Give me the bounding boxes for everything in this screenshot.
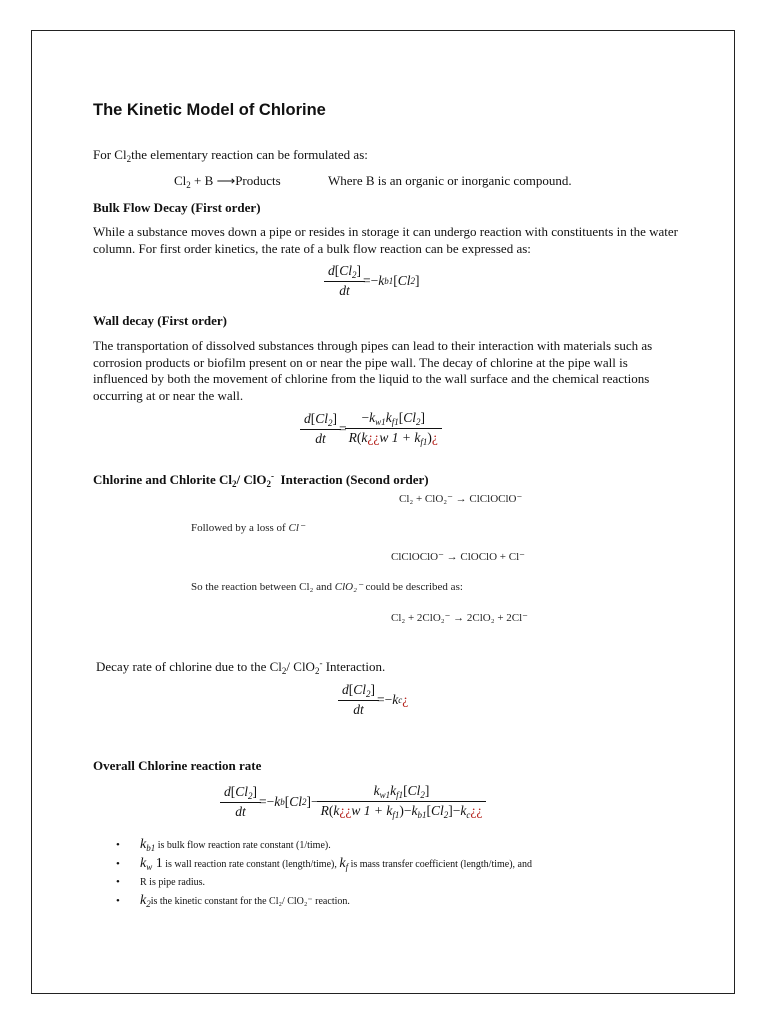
bulk-equation: $\frac{d[Cl_2]}{dt}$ = − k b1 [ Cl 2 ]: [326, 263, 420, 299]
o-k4: k: [333, 803, 340, 818]
img-eq1: Cl₂ + ClO₂⁻ → ClClOClO⁻: [399, 493, 523, 505]
w-f1: f1: [391, 417, 399, 427]
o-b: b: [280, 796, 285, 807]
d-red: ¿: [402, 692, 409, 707]
w-minus: −: [361, 410, 370, 425]
w-cl: Cl: [315, 410, 329, 426]
eq-cl: Cl: [339, 263, 353, 278]
eq-b1: b1: [384, 276, 394, 286]
wall-rhs-fraction: $\frac{-k_{w1}k_{f1}[Cl_2]}{R(k¿¿w 1 + k_{f1})¿}$: [347, 410, 440, 447]
overall-heading: Overall Chlorine reaction rate: [93, 758, 262, 773]
img-eq2: ClClOClO⁻ → ClOClO + Cl⁻: [391, 551, 525, 563]
decay-b: / ClO: [286, 659, 315, 674]
o-cl: Cl: [235, 783, 249, 799]
o-red: ¿¿: [339, 803, 352, 818]
bullet-sub: 2: [146, 898, 151, 909]
o-cl4: Cl: [431, 803, 444, 818]
img-clo2: ClO₂⁻: [334, 581, 363, 593]
ch-sub: 2: [232, 479, 237, 489]
ch-c: Interaction (Second order): [274, 472, 429, 487]
o-d: d: [224, 783, 231, 799]
w-sub2b: 2: [415, 417, 421, 427]
bulk-heading: Bulk Flow Decay (First order): [93, 200, 261, 215]
reaction-products: Products: [235, 173, 281, 188]
decay-c: Interaction.: [322, 659, 386, 674]
bullet-sub2: f: [345, 861, 349, 872]
o-sub2: 2: [248, 790, 253, 801]
ov-lhs-fraction: $\frac{d[Cl_2]}{dt}$: [222, 784, 259, 820]
d-dt: dt: [338, 700, 379, 718]
d-c: c: [398, 695, 403, 705]
o-minus2: −: [311, 793, 319, 809]
img-so-end: could be described as:: [365, 581, 463, 593]
w-cl2: Cl: [403, 410, 416, 425]
w-k2: k: [385, 410, 392, 425]
eq-cl-2: Cl: [397, 273, 411, 288]
reaction-line: [174, 173, 281, 194]
w-k4: k: [414, 430, 421, 445]
ov-rhs-fraction: $\frac{k_{w1}k_{f1}[Cl_2]}{R(k¿¿w 1 + k_{f1})-k_{b1}[Cl_2]-k_c¿¿}$: [319, 783, 485, 820]
list-item: [118, 873, 708, 892]
bullet-sym: k: [140, 855, 147, 871]
bulk-text: While a substance moves down a pipe or resides in storage it can undergo reaction with constituents in the water column. For first order kinetics, the rate of a bulk flow reaction can be expressed as:: [93, 224, 678, 256]
o-red2: ¿¿: [470, 803, 483, 818]
o-w1plus: w 1 +: [351, 803, 387, 818]
eq-sub2-2: 2: [410, 276, 416, 286]
wall-heading: Wall decay (First order): [93, 313, 227, 328]
bulk-fraction: $\frac{d[Cl_2]}{dt}$: [326, 263, 363, 299]
overall-equation: $\frac{d[Cl_2]}{dt}$ = − k b [ Cl 2 ] − $\frac{k_{w1}k_{f1}[Cl_2]}{R(k¿¿w 1 + k_{f1})-k_{b1}[Cl_2]-k_c¿¿}$: [222, 783, 484, 820]
intro-line: [93, 147, 368, 168]
decay-line: [96, 655, 385, 680]
bullet-sub: w: [146, 861, 153, 872]
reaction-arrow: ⟶: [216, 173, 236, 188]
decay-sub: 2: [281, 666, 287, 676]
eq-k: k: [378, 273, 385, 288]
intro-sub: 2: [126, 154, 132, 164]
bullet-mid: 1: [152, 855, 163, 871]
ch-sup: -: [271, 471, 275, 481]
o-sub2b: 2: [302, 796, 307, 807]
o-c: c: [466, 810, 471, 820]
w-w1: w1: [375, 417, 386, 427]
ch-a: Chlorine and Chlorite Cl: [93, 472, 233, 487]
eq-d: d: [328, 263, 335, 278]
definitions-list: [118, 836, 708, 910]
bullet-text: is bulk flow reaction rate constant (1/time).: [155, 840, 331, 852]
d-d: d: [342, 682, 349, 697]
intro-suffix: the elementary reaction can be formulated as:: [131, 147, 368, 162]
eq-dt: dt: [324, 281, 365, 299]
wall-equation: [302, 410, 440, 447]
wall-text: The transportation of dissolved substances through pipes can lead to their interaction with materials such as corrosion products or biofilm present on or near the pipe wall. The decay of chlorine at the pipe wall is influenced by both the movement of chlorine from the liquid to the wall surface and the chemical reactions occurring at or near the wall.: [93, 338, 653, 403]
img-so-text: So the reaction between Cl₂ and: [191, 581, 332, 593]
o-cl3: Cl: [407, 783, 421, 798]
bullet-text: • R is pipe radius.: [140, 876, 205, 888]
w-f1b: f1: [420, 437, 428, 447]
wall-lhs-fraction: $\frac{d[Cl_2]}{dt}$: [302, 411, 339, 447]
decay-sup: -: [319, 658, 323, 668]
w-sub2: 2: [328, 417, 333, 428]
eq-minus: −: [370, 273, 379, 288]
ch-b: / ClO: [236, 472, 267, 487]
img-followed: [191, 521, 305, 534]
o-f1b: f1: [392, 810, 400, 820]
d-minus: −: [384, 692, 393, 707]
img-cl-minus: Cl⁻: [288, 522, 305, 534]
o-w1: w1: [379, 790, 391, 800]
d-sub2: 2: [366, 689, 371, 699]
o-k7: k: [460, 803, 467, 818]
o-k6: k: [411, 803, 418, 818]
reaction-left-sub: 2: [186, 180, 191, 190]
o-sub2c: 2: [420, 790, 425, 800]
bullet-sym: k: [140, 892, 147, 908]
img-eq3: Cl₂ + 2ClO₂⁻ → 2ClO₂ + 2Cl⁻: [391, 612, 528, 624]
d-equals: =: [377, 692, 385, 707]
list-item: [118, 855, 708, 874]
eq-equals: =: [363, 273, 371, 288]
o-minus4: −: [452, 803, 461, 818]
o-f1: f1: [396, 790, 404, 800]
bullet-sub: b1: [146, 843, 156, 854]
w-k1: k: [369, 410, 376, 425]
list-item: [118, 836, 708, 855]
list-item: [118, 892, 708, 911]
o-k: k: [274, 793, 281, 809]
chlorite-reaction-image: [185, 488, 545, 628]
o-minus: −: [266, 793, 275, 809]
o-minus3: −: [403, 803, 412, 818]
o-equals: =: [259, 793, 267, 809]
w-d: d: [304, 410, 311, 426]
o-dt: dt: [220, 802, 261, 820]
w-red2: ¿: [431, 430, 438, 445]
o-sub2d: 2: [443, 810, 449, 820]
img-followed-text: Followed by a loss of: [191, 522, 286, 534]
reaction-left: Cl: [174, 173, 187, 188]
page-title: The Kinetic Model of Chlorine: [93, 101, 326, 119]
reaction-rest: + B: [190, 173, 217, 188]
bullet-sym: k: [140, 837, 147, 853]
o-cl2: Cl: [289, 793, 303, 809]
decay-a: Decay rate of chlorine due to the Cl: [96, 659, 282, 674]
reaction-where: Where B is an organic or inorganic compound.: [328, 173, 572, 188]
img-so: [191, 580, 463, 593]
w-R: R: [348, 430, 357, 445]
bullet-sym2: k: [339, 855, 346, 871]
o-R: R: [320, 803, 329, 818]
o-k3: k: [390, 783, 397, 798]
w-k3: k: [361, 430, 368, 445]
o-k2: k: [373, 783, 380, 798]
eq-sub2: 2: [352, 270, 357, 280]
decay-sub2: 2: [314, 666, 320, 676]
d-cl: Cl: [353, 682, 367, 697]
decay-equation: [340, 682, 408, 718]
o-b1: b1: [417, 810, 427, 820]
bullet-text2: is mass transfer coefficient (length/time), and: [348, 858, 532, 870]
intro-prefix: For Cl: [93, 147, 127, 162]
ch-sub2: 2: [266, 479, 272, 489]
w-equals: =: [339, 420, 347, 436]
bullet-text: is the kinetic constant for the Cl₂/ ClO₂⁻ reaction.: [150, 895, 350, 907]
w-dt: dt: [300, 429, 341, 447]
w-w1plus: w 1 +: [379, 430, 415, 445]
o-k5: k: [386, 803, 393, 818]
decay-fraction: $\frac{d[Cl_2]}{dt}$: [340, 682, 377, 718]
bullet-text: is wall reaction rate constant (length/time),: [162, 858, 340, 870]
w-red: ¿¿: [367, 430, 380, 445]
d-k: k: [392, 692, 399, 707]
